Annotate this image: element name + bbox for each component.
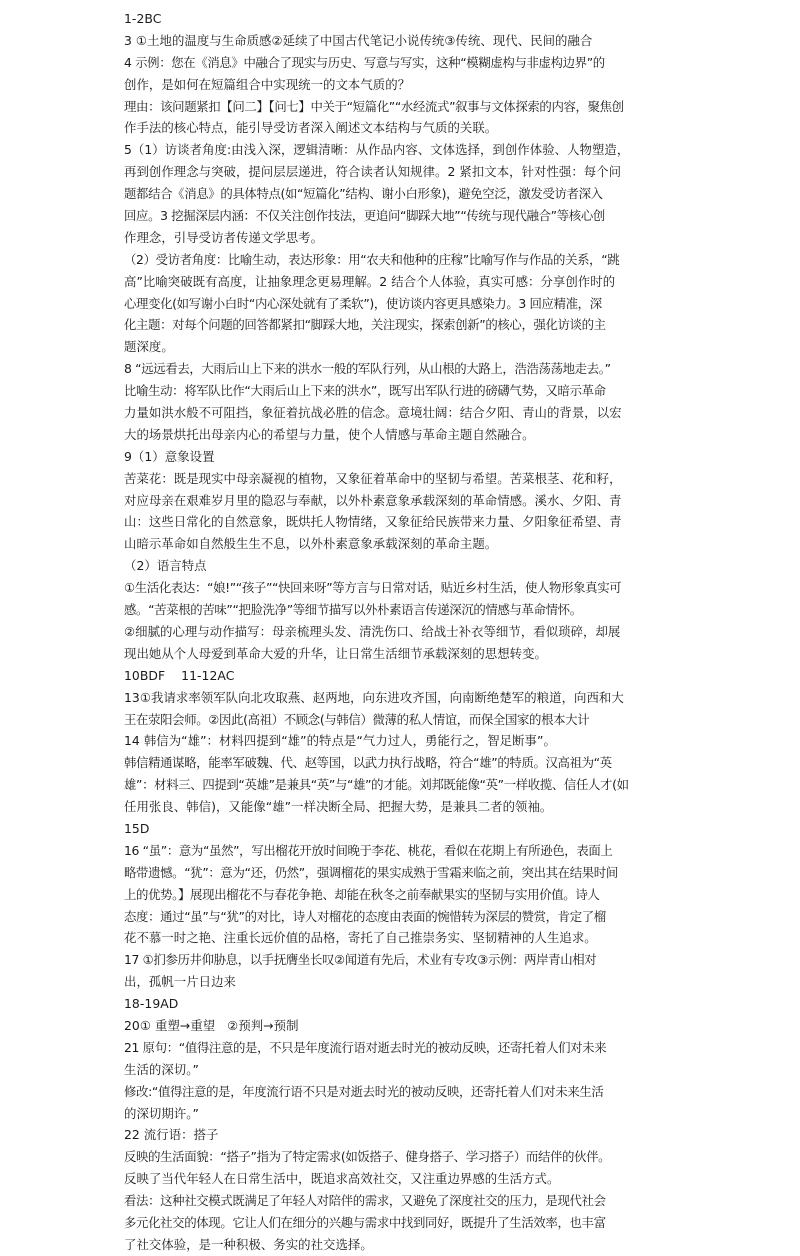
text-line: 创作，是如何在短篇组合中实现统一的文本气质的？: [124, 76, 411, 92]
text-line: 题深度。: [124, 339, 174, 355]
text-line: 心理变化(如写谢小白时“内心深处就有了柔软”)，使访谈内容更具感染力。3 回应精准，深: [124, 295, 602, 311]
text-line: 理由：该问题紧扣【问二】【问七】中关于“短篇化”“水经流式”叙事与文体探索的内容，聚焦创: [124, 98, 624, 114]
text-line: 3 ①土地的温度与生命质感②延续了中国古代笔记小说传统③传统、现代、民间的融合: [124, 32, 593, 48]
text-line: 苦菜花：既是现实中母亲凝视的植物，又象征着革命中的坚韧与希望。苦菜根茎、花和籽，: [124, 470, 622, 486]
text-line: 13①我请求率领军队向北攻取燕、赵两地，向东进攻齐国，向南断绝楚军的粮道，向西和大: [124, 689, 624, 705]
text-line: 16 “虽”：意为“虽然”，写出榴花开放时间晚于李花、桃花，看似在花期上有所逊色，表面上: [124, 842, 613, 858]
text-line: 出，孤帆一片日边来: [124, 974, 236, 990]
text-line: ①生活化表达：“娘!”“孩子”“快回来呀”等方言与日常对话，贴近乡村生活，使人物形象真实可: [124, 580, 622, 596]
text-line: 态度：通过“虽”与“犹”的对比，诗人对榴花的态度由表面的惋惜转为深层的赞赏，肯定了榴: [124, 908, 606, 924]
text-line: 的深切期许。”: [124, 1105, 199, 1121]
text-line: 对应母亲在艰难岁月里的隐忍与奉献，以外朴素意象承载深刻的革命情感。溪水、夕阳、青: [124, 492, 622, 508]
text-line: 看法：这种社交模式既满足了年轻人对陪伴的需求，又避免了深度社交的压力，是现代社会: [124, 1193, 606, 1209]
text-line: 感。“苦菜根的苦味”“把脸洗净”等细节描写以外朴素语言传递深沉的情感与革命情怀。: [124, 602, 582, 618]
text-line: 山暗示革命如自然般生生不息，以外朴素意象承载深刻的革命主题。: [124, 536, 498, 552]
text-line: 高”比喻突破既有高度，让抽象理念更易理解。2 结合个人体验，真实可感：分享创作时的: [124, 273, 616, 289]
text-line: 20① 重塑→重望 ②预判→预制: [124, 1017, 299, 1033]
text-line: 现出她从个人母爱到革命大爱的升华，让日常生活细节承载深刻的思想转变。: [124, 645, 547, 661]
text-line: 修改:“值得注意的是，年度流行语不只是对逝去时光的被动反映，还寄托着人们对未来生活: [124, 1083, 604, 1099]
text-line: 反映了当代年轻人在日常生活中，既追求高效社交，又注重边界感的生活方式。: [124, 1171, 560, 1187]
text-line: （2）语言特点: [124, 558, 207, 574]
text-line: 了社交体验，是一种积极、务实的社交选择。: [124, 1236, 373, 1252]
text-line: 化主题：对每个问题的回答都紧扣“脚踩大地，关注现实，探索创新”的核心，强化访谈的主: [124, 317, 606, 333]
text-line: 力量如洪水般不可阻挡，象征着抗战必胜的信念。意境壮阔：结合夕阳、青山的背景，以宏: [124, 405, 622, 421]
text-line: 10BDF 11-12AC: [124, 667, 235, 683]
answer-key-document: [124, 8, 736, 1256]
text-line: 17 ①扪参历井仰胁息，以手抚膺坐长叹②闻道有先后，术业有专攻③示例：两岸青山相对: [124, 952, 597, 968]
text-line: 22 流行语：搭子: [124, 1127, 219, 1143]
text-line: 略带遗憾。“犹”：意为“还，仍然”，强调榴花的果实成熟于雪霜来临之前，突出其在结果时间: [124, 864, 618, 880]
text-line: 9（1）意象设置: [124, 448, 215, 464]
text-line: ②细腻的心理与动作描写：母亲梳理头发、清洗伤口、给战士补衣等细节，看似琐碎，却展: [124, 623, 621, 639]
text-line: 雄”：材料三、四提到“英雄”是兼具“英”与“雄”的才能。刘邦既能像“英”一样收揽、信任人才(如: [124, 777, 629, 793]
text-line: 14 韩信为“雄”：材料四提到“雄”的特点是“气力过人，勇能行之，智足断事”。: [124, 733, 556, 749]
text-line: 题都结合《消息》的具体特点(如“短篇化”结构、谢小白形象)，避免空泛，激发受访者深入: [124, 186, 603, 202]
text-line: 多元化社交的体现。它让人们在细分的兴趣与需求中找到同好，既提升了生活效率，也丰富: [124, 1214, 606, 1230]
text-line: 生活的深切。”: [124, 1061, 199, 1077]
text-line: 4 示例：您在《消息》中融合了现实与历史、写意与写实，这种“模糊虚构与非虚构边界”的: [124, 54, 605, 70]
text-line: 再到创作理念与突破，提问层层递进，符合读者认知规律。2 紧扣文本，针对性强：每个问: [124, 164, 622, 180]
text-line: 1-2BC: [124, 11, 162, 26]
text-line: （2）受访者角度：比喻生动，表达形象：用“农夫和他种的庄稼”比喻写作与作品的关系，“跳: [124, 251, 620, 267]
text-line: 花不慕一时之艳、注重长远价值的品格，寄托了自己推崇务实、坚韧精神的人生追求。: [124, 930, 597, 946]
text-line: 15D: [124, 820, 150, 836]
text-line: 作理念，引导受访者传递文学思考。: [124, 229, 324, 245]
text-line: 王在荥阳会师。②因此(高祖）不顾念(与韩信）微薄的私人情谊，而保全国家的根本大计: [124, 711, 590, 727]
text-line: 作手法的核心特点，能引导受访者深入阐述文本结构与气质的关联。: [124, 120, 498, 136]
text-line: 8 “远远看去，大雨后山上下来的洪水一般的军队行列，从山根的大路上，浩浩荡荡地走去。”: [124, 361, 611, 377]
text-line: 反映的生活面貌：“搭子”指为了特定需求(如饭搭子、健身搭子、学习搭子）而结伴的伙伴。: [124, 1149, 611, 1165]
text-line: 回应。3 挖掘深层内涵：不仅关注创作技法，更追问“脚踩大地”“传统与现代融合”等核心创: [124, 208, 605, 224]
text-line: 韩信精通谋略，能率军破魏、代、赵等国，以武力执行战略，符合“雄”的特质。汉高祖为“英: [124, 755, 612, 771]
text-line: 5（1）访谈者角度:由浅入深，逻辑清晰：从作品内容、文体选择，到创作体验、人物塑造，: [124, 142, 630, 158]
text-line: 大的场景烘托出母亲内心的希望与力量，使个人情感与革命主题自然融合。: [124, 426, 535, 442]
text-line: 18-19AD: [124, 996, 179, 1012]
text-line: 任用张良、韩信)，又能像“雄”一样决断全局、把握大势，是兼具二者的领袖。: [124, 799, 553, 815]
text-line: 上的优势。】展现出榴花不与春花争艳、却能在秋冬之前奉献果实的坚韧与实用价值。诗人: [124, 886, 600, 902]
text-line: 比喻生动：将军队比作“大雨后山上下来的洪水”，既写出军队行进的磅礴气势，又暗示革命: [124, 383, 606, 399]
text-line: 山：这些日常化的自然意象，既烘托人物情绪，又象征给民族带来力量、夕阳象征希望、青: [124, 514, 622, 530]
text-line: 21 原句：“值得注意的是，不只是年度流行语对逝去时光的被动反映，还寄托着人们对未来: [124, 1039, 607, 1055]
